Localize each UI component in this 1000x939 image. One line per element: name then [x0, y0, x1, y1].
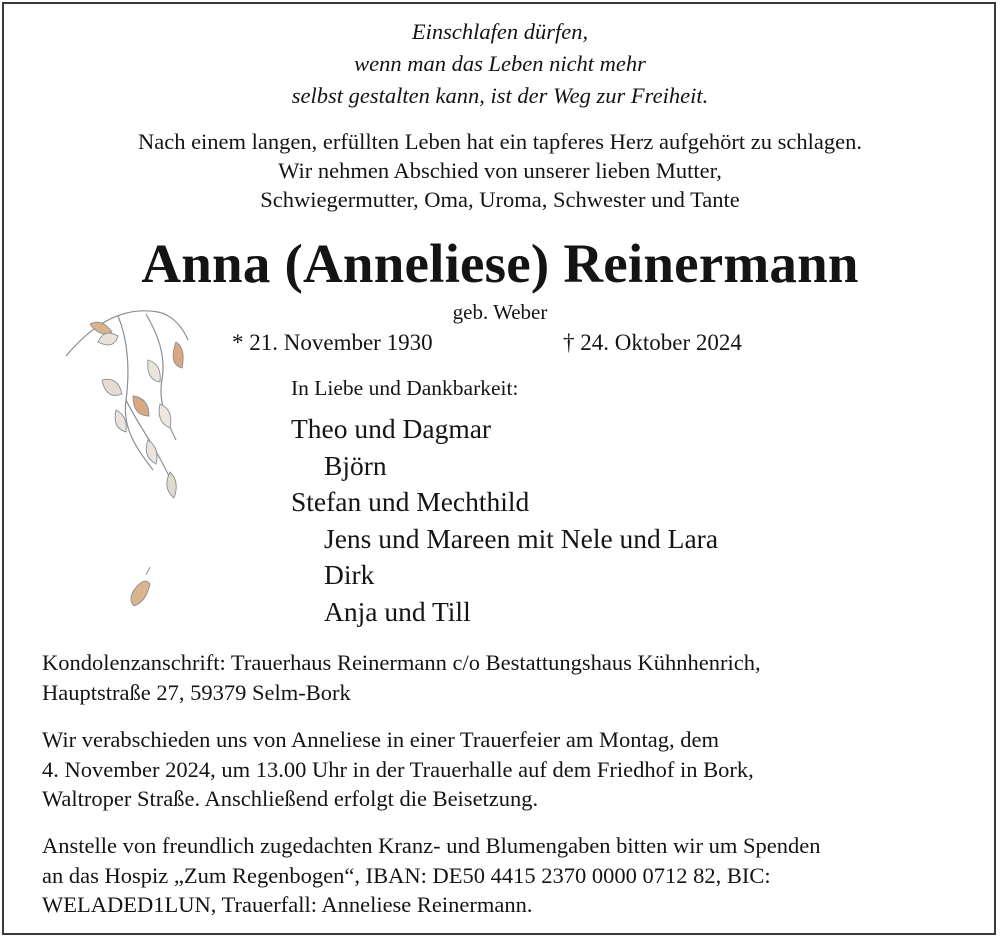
intro-line: Schwiegermutter, Oma, Uroma, Schwester und Tante	[260, 187, 740, 212]
condolence-address	[42, 648, 972, 707]
motto-poem	[0, 16, 1000, 112]
family-member: Stefan und Mechthild	[291, 486, 530, 518]
donation-line: Anstelle von freundlich zugedachten Kranz- und Blumengaben bitten wir um Spenden	[42, 833, 821, 858]
family-member: Björn	[324, 449, 387, 481]
motto-line: selbst gestalten kann, ist der Weg zur Freiheit.	[291, 83, 709, 108]
donation-line: an das Hospiz „Zum Regenbogen“, IBAN: DE50 4415 2370 0000 0712 82, BIC:	[42, 862, 771, 888]
ceremony-line: Waltroper Straße. Anschließend erfolgt die Beisetzung.	[42, 786, 539, 811]
intro-text	[0, 127, 1000, 214]
birth-date: * 21. November 1930	[232, 330, 433, 355]
family-list	[291, 411, 718, 631]
falling-leaves-icon	[58, 300, 208, 630]
condolence-line: Hauptstraße 27, 59379 Selm-Bork	[42, 679, 351, 705]
family-member: Anja und Till	[324, 595, 471, 627]
family-member: Theo und Dagmar	[291, 413, 492, 444]
dedication-line: In Liebe und Dankbarkeit:	[291, 376, 519, 400]
family-member: Dirk	[324, 559, 375, 591]
ceremony-info	[42, 725, 972, 814]
motto-line: Einschlafen dürfen,	[411, 19, 589, 44]
ceremony-line: Wir verabschieden uns von Anneliese in einer Trauerfeier am Montag, dem	[42, 727, 720, 752]
intro-line: Nach einem langen, erfüllten Leben hat ein tapferes Herz aufgehört zu schlagen.	[137, 129, 863, 154]
death-date: † 24. Oktober 2024	[563, 330, 742, 355]
motto-line: wenn man das Leben nicht mehr	[354, 51, 646, 76]
family-member: Jens und Mareen mit Nele und Lara	[324, 522, 719, 554]
donation-line: WELADED1LUN, Trauerfall: Anneliese Reinermann.	[42, 892, 533, 917]
intro-line: Wir nehmen Abschied von unserer lieben Mutter,	[278, 158, 722, 183]
deceased-name: Anna (Anneliese) Reinermann	[141, 233, 859, 294]
donation-request	[42, 831, 972, 920]
maiden-name: geb. Weber	[452, 300, 548, 324]
ceremony-line: 4. November 2024, um 13.00 Uhr in der Trauerhalle auf dem Friedhof in Bork,	[42, 756, 754, 782]
condolence-line: Kondolenzanschrift: Trauerhaus Reinermann c/o Bestattungshaus Kühnhenrich,	[42, 650, 761, 675]
